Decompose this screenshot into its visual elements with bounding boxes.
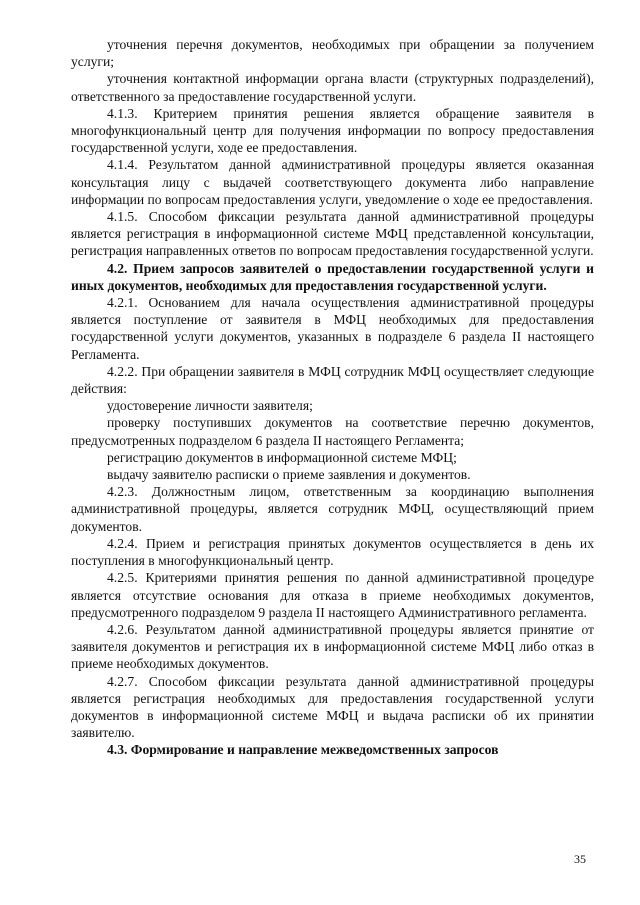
action-item-check-documents: проверку поступивших документов на соответствие перечню документов, предусмотренных подразделом 6 раздела II настоящего Регламента; bbox=[71, 415, 594, 448]
section-heading-4-3: 4.3. Формирование и направление межведомственных запросов bbox=[107, 742, 499, 758]
action-item-register-documents: регистрацию документов в информационной системе МФЦ; bbox=[107, 449, 457, 465]
paragraph-4-2-7: 4.2.7. Способом фиксации результата данной административной процедуры является регистрация необходимых для предоставления государственной услуги документов в информационной системе МФЦ и выдача расписки об их принятии заявителю. bbox=[71, 673, 594, 741]
paragraph-4-2-4: 4.2.4. Прием и регистрация принятых документов осуществляется в день их поступления в многофункциональный центр. bbox=[71, 535, 594, 569]
paragraph-4-2-2: 4.2.2. При обращении заявителя в МФЦ сотрудник МФЦ осуществляет следующие действия: bbox=[71, 363, 594, 397]
paragraph-4-2-1: 4.2.1. Основанием для начала осуществления административной процедуры является поступление от заявителя в МФЦ необходимых для предоставления государственной услуги документов, указанных в подразделе 6 раздела II настоящего Регламента. bbox=[71, 295, 594, 362]
paragraph-4-2-6: 4.2.6. Результатом данной административной процедуры является принятие от заявителя документов и регистрация их в информационной системе МФЦ либо отказ в приеме необходимых документов. bbox=[71, 621, 594, 672]
paragraph-clarify-documents: уточнения перечня документов, необходимых при обращении за получением услуги; bbox=[71, 37, 594, 70]
paragraph-4-1-3: 4.1.3. Критерием принятия решения является обращение заявителя в многофункциональный центр для получения информации по вопросу предоставления государственной услуги, ходе ее предоставления. bbox=[71, 105, 594, 156]
action-item-identity: удостоверение личности заявителя; bbox=[107, 398, 313, 414]
paragraph-4-1-4: 4.1.4. Результатом данной административной процедуры является оказанная консультация лицу с выдачей соответствующего документа либо направление информации по вопросам предоставления услуги, уведомление о ходе ее предоставления. bbox=[71, 157, 594, 207]
paragraph-clarify-contacts: уточнения контактной информации органа власти (структурных подразделений), ответственного за предоставление государственной услуги. bbox=[71, 71, 594, 104]
paragraph-4-2-3: 4.2.3. Должностным лицом, ответственным за координацию выполнения административной процедуры, является сотрудник МФЦ, осуществляющий прием документов. bbox=[71, 484, 594, 534]
document-page bbox=[71, 36, 594, 759]
page-number: 35 bbox=[574, 852, 586, 866]
action-item-issue-receipt: выдачу заявителю расписки о приеме заявления и документов. bbox=[107, 467, 471, 483]
paragraph-4-2-5: 4.2.5. Критериями принятия решения по данной административной процедуре является отсутствие основания для отказа в приеме необходимых документов, предусмотренного подразделом 9 раздела II настоящего Административного регламента. bbox=[71, 570, 594, 620]
section-heading-4-2: 4.2. Прием запросов заявителей о предоставлении государственной услуги и иных документов, необходимых для предоставления государственной услуги. bbox=[71, 260, 594, 293]
paragraph-4-1-5: 4.1.5. Способом фиксации результата данной административной процедуры является регистрация в информационной системе МФЦ представленной консультации, регистрация направленных ответов по вопросам предоставления государственной услуги. bbox=[71, 209, 594, 259]
